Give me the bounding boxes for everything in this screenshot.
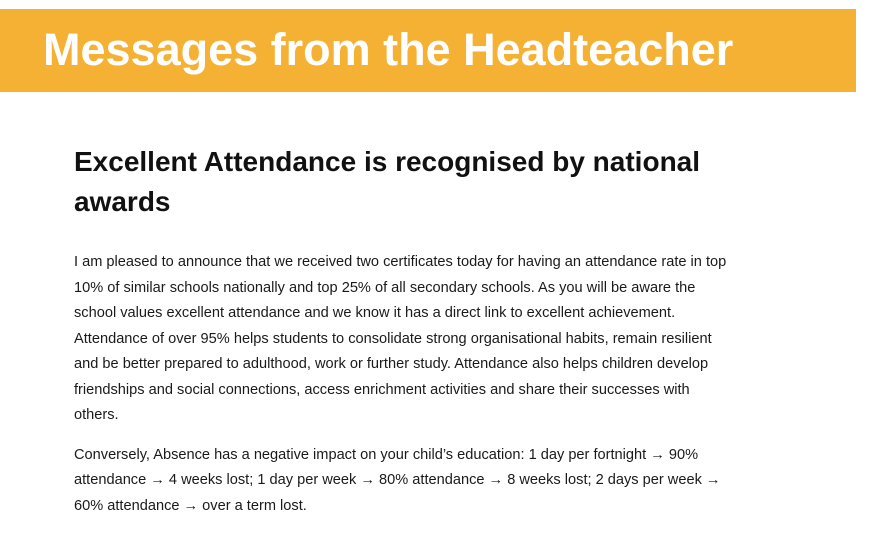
header-banner xyxy=(0,9,856,92)
article-heading: Excellent Attendance is recognised by national awards xyxy=(74,146,701,217)
page-title: Messages from the Headteacher xyxy=(43,24,734,75)
article-paragraph: I am pleased to announce that we received two certificates today for having an attendance rate in top 10% of similar schools nationally and top 25% of all secondary schools. As you will be aware the school values excellent attendance and we know it has a direct link to excellent achievement. Attendance of over 95% helps students to consolidate strong organisational habits, remain resilient and be better prepared to adulthood, work or further study. Attendance also helps children develop friendships and social connections, access enrichment activities and share their successes with others. xyxy=(74,254,727,423)
article xyxy=(74,142,734,519)
article-paragraph: Conversely, Absence has a negative impact on your child’s education: 1 day per fortnight → 90% attendance → 4 weeks lost; 1 day per week → 80% attendance → 8 weeks lost; 2 days per week → 60% attendance → over a term lost. xyxy=(74,446,721,514)
